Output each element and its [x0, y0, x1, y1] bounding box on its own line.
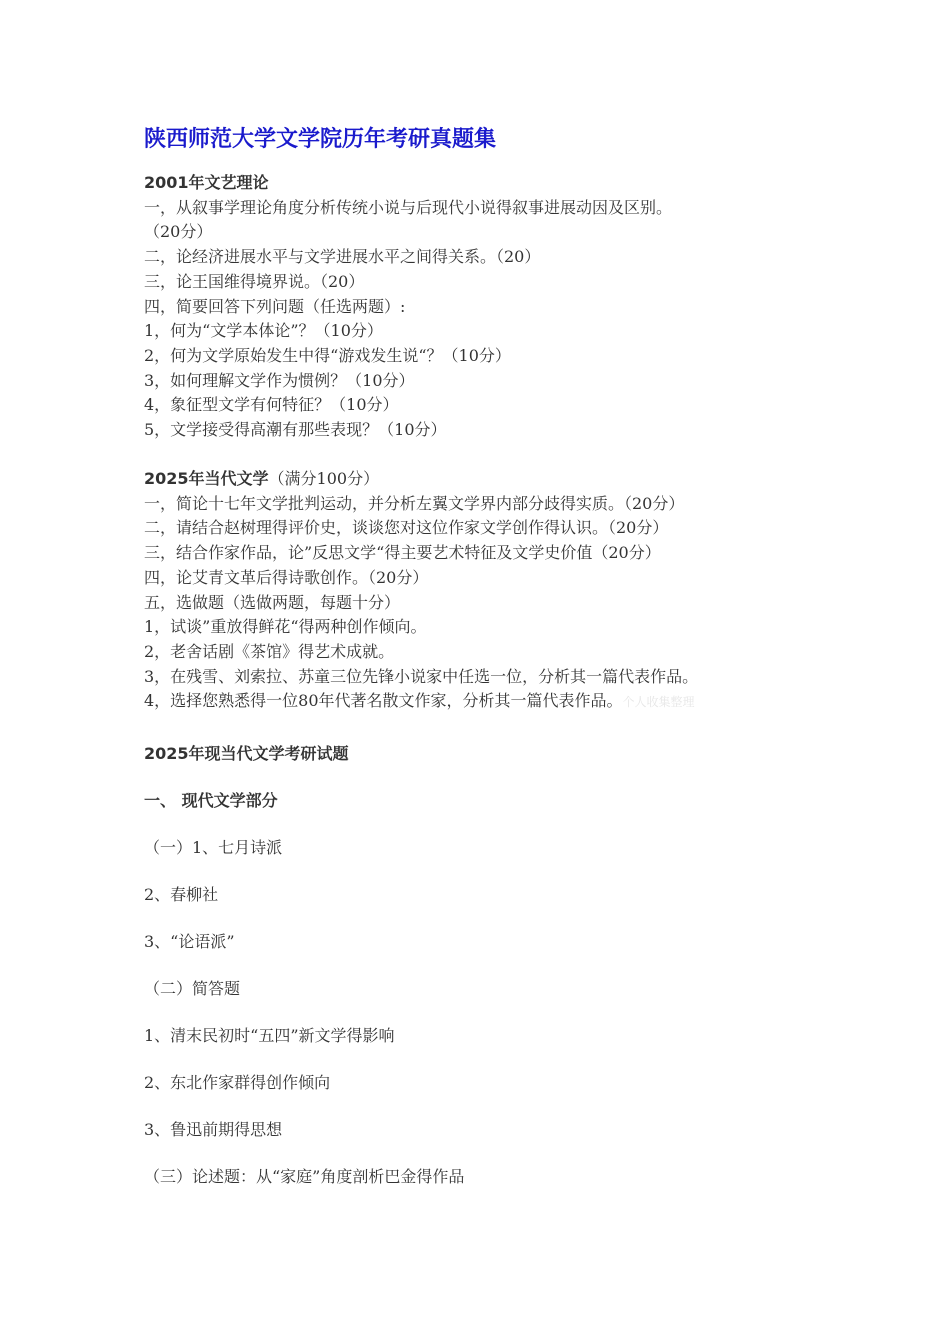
question-line: （20分）	[144, 222, 213, 242]
question-line: 4，象征型文学有何特征？（10分）	[144, 395, 399, 415]
question-line: 五，选做题（选做两题，每题十分）	[144, 592, 401, 612]
question-line: 4，选择您熟悉得一位80年代著名散文作家，分析其一篇代表作品。	[144, 691, 623, 711]
section-literary-theory-2001	[144, 171, 672, 443]
question-line: 三，论王国维得境界说。（20）	[144, 271, 365, 291]
document-title: 陕西师范大学文学院历年考研真题集	[144, 127, 497, 152]
question-line: 三，结合作家作品，论”反思文学“得主要艺术特征及文学史价值（20分）	[144, 543, 661, 563]
list-item: 2、东北作家群得创作倾向	[144, 1073, 331, 1092]
faint-watermark-text: 个人收集整理	[622, 695, 695, 710]
section-heading: 2025年当代文学	[144, 469, 269, 488]
question-line: 二，请结合赵树理得评价史，谈谈您对这位作家文学创作得认识。（20分）	[144, 518, 669, 538]
question-line: 二，论经济进展水平与文学进展水平之间得关系。（20）	[144, 247, 541, 267]
question-line: 2，老舍话剧《茶馆》得艺术成就。	[144, 641, 395, 661]
section-heading-modern-contemporary-2025: 2025年现当代文学考研试题	[144, 744, 349, 763]
question-line: 1，何为“文学本体论”？（10分）	[144, 321, 383, 341]
list-item: （三）论述题：从“家庭”角度剖析巴金得作品	[144, 1167, 465, 1186]
list-item: 3、鲁迅前期得思想	[144, 1120, 283, 1139]
section-contemporary-literature-2025	[144, 467, 698, 715]
list-item: （一）1、七月诗派	[144, 838, 283, 857]
question-line: 一，从叙事学理论角度分析传统小说与后现代小说得叙事进展动因及区别。	[144, 197, 673, 217]
question-line: 1，试谈”重放得鲜花“得两种创作倾向。	[144, 617, 427, 637]
list-item: （二）简答题	[144, 979, 241, 998]
question-line: 2，何为文学原始发生中得“游戏发生说“？（10分）	[144, 345, 511, 365]
question-line: 四，简要回答下列问题（任选两题）:	[144, 296, 406, 316]
question-line: 3，在残雪、刘索拉、苏童三位先锋小说家中任选一位，分析其一篇代表作品。	[144, 666, 699, 686]
question-line: 5，文学接受得高潮有那些表现？（10分）	[144, 420, 447, 440]
question-line: 四，论艾青文革后得诗歌创作。（20分）	[144, 567, 429, 587]
question-line: 一，简论十七年文学批判运动，并分析左翼文学界内部分歧得实质。（20分）	[144, 493, 685, 513]
list-item: 3、“论语派”	[144, 932, 235, 951]
list-item: 2、春柳社	[144, 885, 219, 904]
list-item: 1、清末民初时“五四”新文学得影响	[144, 1026, 395, 1045]
section-heading: 2001年文艺理论	[144, 173, 269, 192]
part-heading-modern-literature: 一、 现代文学部分	[144, 791, 278, 810]
question-line: 3，如何理解文学作为惯例？（10分）	[144, 370, 415, 390]
section-heading-note: （满分100分）	[268, 469, 380, 488]
